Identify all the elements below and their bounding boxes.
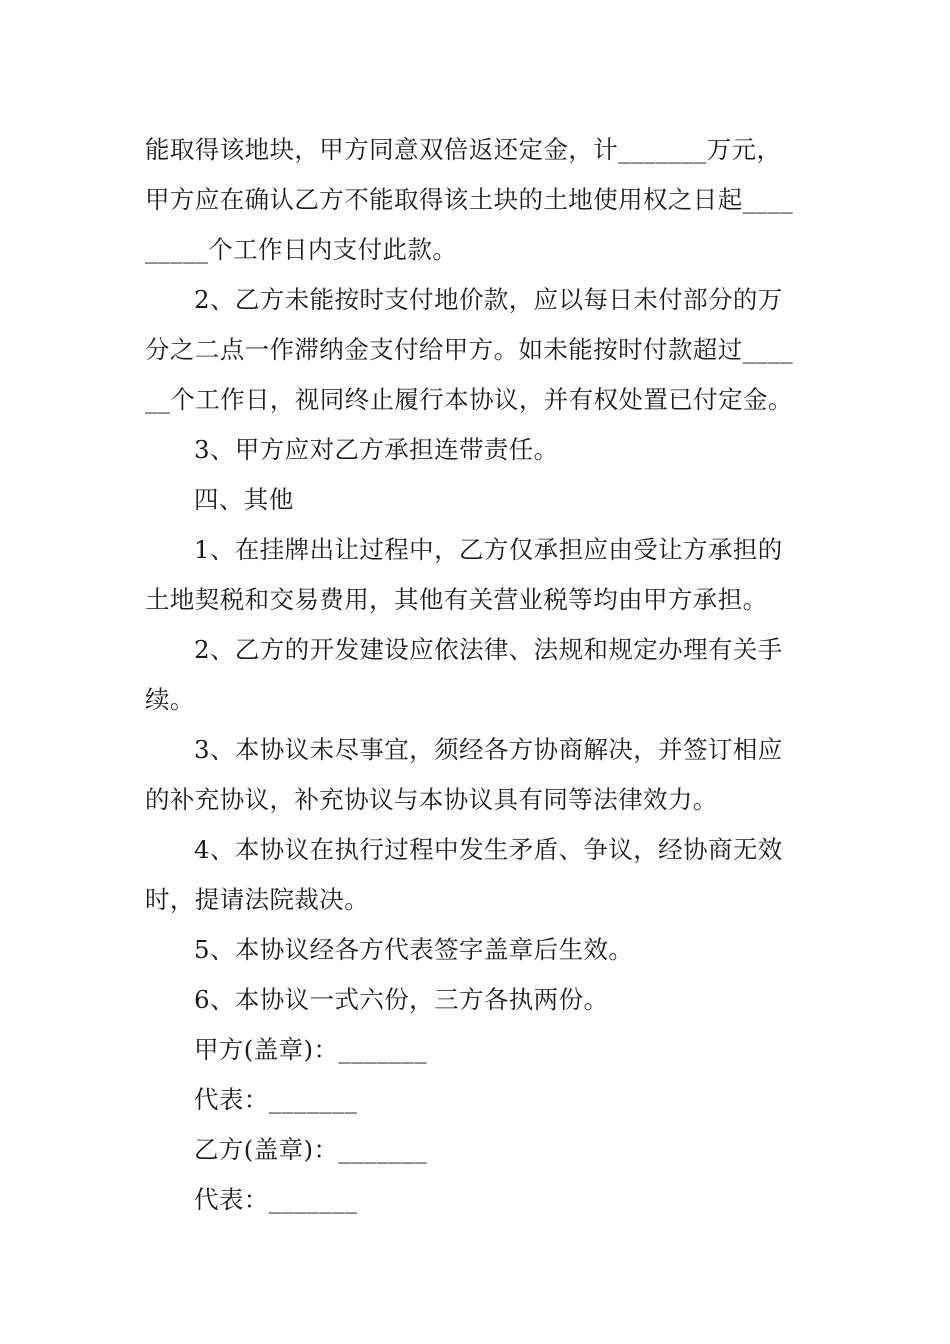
party-b-representative-line: 代表：_______ bbox=[194, 1185, 358, 1214]
text-line-13: 3、本协议未尽事宜，须经各方协商解决，并签订相应 bbox=[194, 735, 783, 764]
text-line-5: 分之二点一作滞纳金支付给甲方。如未能按时付款超过____ bbox=[145, 335, 794, 364]
text-line-6: __个工作日，视同终止履行本协议，并有权处置已付定金。 bbox=[145, 385, 793, 414]
text-line-2: 甲方应在确认乙方不能取得该土块的土地使用权之日起____ bbox=[145, 185, 794, 214]
text-line-9: 1、在挂牌出让过程中，乙方仅承担应由受让方承担的 bbox=[194, 535, 783, 564]
text-line-11: 2、乙方的开发建设应依法律、法规和规定办理有关手 bbox=[194, 635, 783, 664]
text-line-3: _____个工作日内支付此款。 bbox=[145, 235, 458, 264]
text-line-15: 4、本协议在执行过程中发生矛盾、争议，经协商无效 bbox=[194, 835, 783, 864]
text-line-12: 续。 bbox=[145, 685, 195, 714]
text-line-18: 6、本协议一式六份，三方各执两份。 bbox=[194, 985, 609, 1014]
section-heading: 四、其他 bbox=[194, 485, 294, 514]
text-line-16: 时，提请法院裁决。 bbox=[145, 885, 370, 914]
party-a-representative-line: 代表：_______ bbox=[194, 1085, 358, 1114]
text-line-10: 土地契税和交易费用，其他有关营业税等均由甲方承担。 bbox=[145, 585, 768, 614]
party-b-seal-line: 乙方(盖章)：_______ bbox=[194, 1135, 427, 1164]
party-a-seal-line: 甲方(盖章)：_______ bbox=[194, 1035, 427, 1064]
text-line-1: 能取得该地块，甲方同意双倍返还定金，计_______万元， bbox=[145, 135, 782, 164]
text-line-4: 2、乙方未能按时支付地价款，应以每日未付部分的万 bbox=[194, 285, 783, 314]
text-line-17: 5、本协议经各方代表签字盖章后生效。 bbox=[194, 935, 634, 964]
text-line-7: 3、甲方应对乙方承担连带责任。 bbox=[194, 435, 559, 464]
text-line-14: 的补充协议，补充协议与本协议具有同等法律效力。 bbox=[145, 785, 718, 814]
